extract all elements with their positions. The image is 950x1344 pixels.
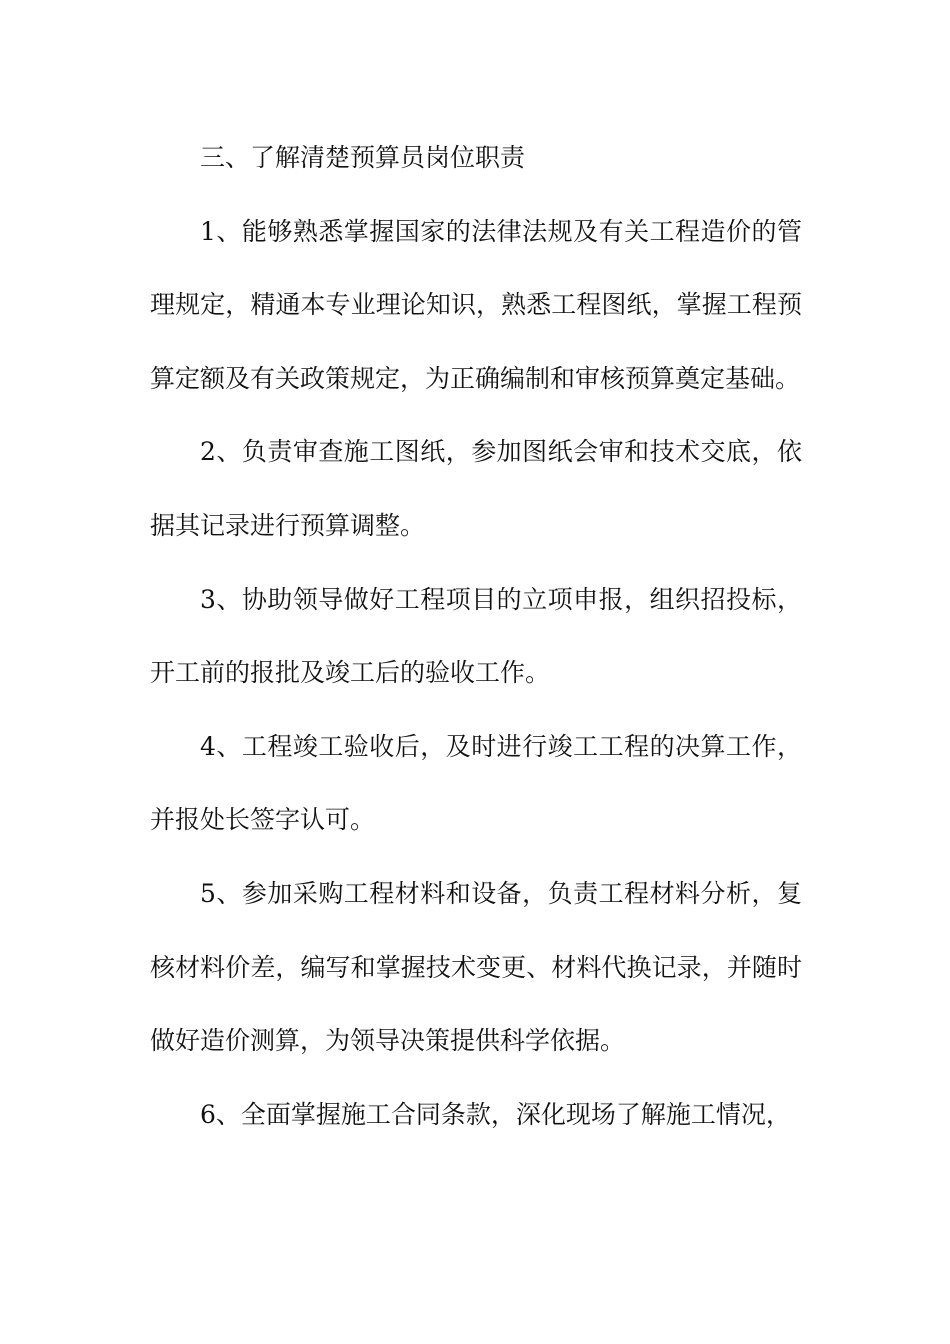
document-body bbox=[150, 121, 802, 1151]
paragraph-duty-4: 4、工程竣工验收后，及时进行竣工工程的决算工作，并报处长签字认可。 bbox=[150, 731, 802, 835]
section-heading: 三、了解清楚预算员岗位职责 bbox=[200, 143, 526, 172]
paragraph-duty-2: 2、负责审查施工图纸，参加图纸会审和技术交底，依据其记录进行预算调整。 bbox=[150, 437, 802, 540]
paragraph-duty-6: 6、全面掌握施工合同条款，深化现场了解施工情况， bbox=[200, 1099, 791, 1129]
paragraph-duty-1: 1、能够熟悉掌握国家的法律法规及有关工程造价的管理规定，精通本专业理论知识，熟悉工程图纸，掌握工程预算定额及有关政策规定，为正确编制和审核预算奠定基础。 bbox=[150, 216, 802, 393]
paragraph-duty-3: 3、协助领导做好工程项目的立项申报，组织招投标，开工前的报批及竣工后的验收工作。 bbox=[150, 584, 802, 688]
paragraph-duty-5: 5、参加采购工程材料和设备，负责工程材料分析，复核材料价差，编写和掌握技术变更、材料代换记录，并随时做好造价测算，为领导决策提供科学依据。 bbox=[150, 878, 802, 1056]
